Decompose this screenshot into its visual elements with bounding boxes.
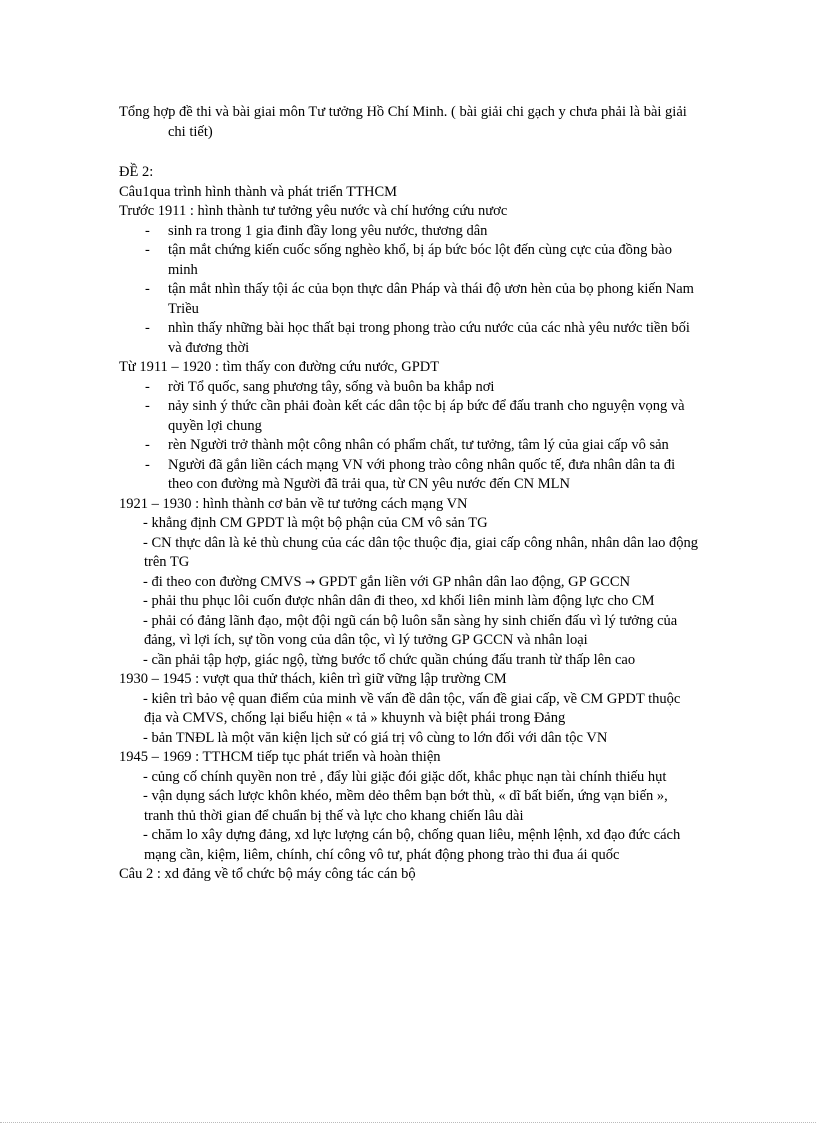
section-5-list [119, 768, 699, 866]
arrow-right-icon: → [305, 574, 316, 589]
list-item: - Người đã gắn liền cách mạng VN với phong trào công nhân quốc tế, đưa nhân dân ta đi theo con đường mà Người đã trải qua, từ CN yêu nước đến CN MLN [145, 456, 676, 492]
list-item: - vận dụng sách lược khôn khéo, mềm dẻo thêm bạn bớt thù, « dĩ bất biến, ứng vạn biến », tranh thủ thời gian để chuẩn bị thế và lực cho khang chiến lâu dài [143, 788, 668, 824]
list-item: - nảy sinh ý thức cần phải đoàn kết các dân tộc bị áp bức để đấu tranh cho nguyện vọng và quyền lợi chung [145, 398, 685, 434]
list-item: - cần phải tập hợp, giác ngộ, từng bước tổ chức quần chúng đấu tranh từ thấp lên cao [143, 651, 636, 668]
section-4-list [119, 690, 699, 749]
list-item: - đi theo con đường CMVS → GPDT gắn liền với GP nhân dân lao động, GP GCCN [143, 573, 631, 590]
intro-paragraph: Tổng hợp đề thi và bài giai môn Tư tưởng Hồ Chí Minh. ( bài giải chi gạch y chưa phải là bài giải chi tiết) [119, 104, 687, 140]
section-heading-before-1911: Trước 1911 : hình thành tư tưởng yêu nước và chí hướng cứu nươc [119, 203, 508, 219]
question-2-title: Câu 2 : xd đảng về tổ chức bộ máy công tác cán bộ [119, 866, 416, 882]
section-1-list [119, 222, 699, 359]
list-item: - sinh ra trong 1 gia đinh đầy long yêu nước, thương dân [145, 222, 488, 239]
section-heading-1945-1969: 1945 – 1969 : TTHCM tiếp tục phát triển và hoàn thiện [119, 749, 441, 765]
list-item: - rèn Người trở thành một công nhân có phẩm chất, tư tưởng, tâm lý của giai cấp vô sản [145, 437, 669, 453]
exam-heading: ĐỀ 2: [119, 164, 154, 180]
list-item: - bản TNĐL là một văn kiện lịch sử có giá trị vô cùng to lớn đối với dân tộc VN [143, 729, 608, 746]
section-3-list [119, 514, 699, 670]
list-item: - chăm lo xây dựng đảng, xd lực lượng cán bộ, chống quan liêu, mệnh lệnh, xd đạo đức cách mạng cần, kiệm, liêm, chính, chí công vô tư, phát động phong trào thi đua ái quốc [143, 827, 681, 863]
list-item: - CN thực dân là kẻ thù chung của các dân tộc thuộc địa, giai cấp công nhân, nhân dân lao động trên TG [143, 534, 699, 570]
blank-line [119, 142, 699, 163]
section-2-list [119, 378, 699, 495]
list-item: - phải có đảng lãnh đạo, một đội ngũ cán bộ luôn sẵn sàng hy sinh chiến đấu vì lý tưởng của đảng, vì lợi ích, sự tồn vong của dân tộc, vì lý tưởng GP GCCN và nhân loại [143, 612, 678, 648]
list-item: - phải thu phục lôi cuốn được nhân dân đi theo, xd khối liên minh làm động lực cho CM [143, 593, 655, 609]
list-item: - kiên trì bảo vệ quan điểm của minh về vấn đề dân tộc, vấn đề giai cấp, về CM GPDT thuộc địa và CMVS, chống lại biểu hiện « tả » khuynh và biệt phái trong Đảng [143, 690, 681, 726]
section-heading-1921-1930: 1921 – 1930 : hình thành cơ bản về tư tưởng cách mạng VN [119, 495, 468, 512]
list-item: - nhìn thấy những bài học thất bại trong phong trào cứu nước của các nhà yêu nước tiền bối và đương thời [145, 320, 690, 356]
question-1-title: Câu1qua trình hình thành và phát triển TTHCM [119, 183, 398, 200]
document-body [119, 103, 699, 885]
list-item: - tận mắt chứng kiến cuốc sống nghèo khổ, bị áp bức bóc lột đến cùng cực của đồng bào minh [145, 242, 672, 278]
list-item: - củng cố chính quyền non trẻ , đẩy lùi giặc đói giặc dốt, khắc phục nạn tài chính thiếu hụt [143, 768, 667, 785]
section-heading-1930-1945: 1930 – 1945 : vượt qua thử thách, kiên trì giữ vững lập trường CM [119, 671, 507, 687]
section-heading-1911-1920: Từ 1911 – 1920 : tìm thấy con đường cứu nước, GPDT [119, 359, 440, 375]
list-item: - rời Tổ quốc, sang phương tây, sống và buôn ba khắp nơi [145, 378, 495, 395]
list-item: - tận mắt nhìn thấy tội ác của bọn thực dân Pháp và thái độ ươn hèn của bọ phong kiến Nam Triều [145, 281, 694, 317]
list-item: - khẳng định CM GPDT là một bộ phận của CM vô sản TG [143, 515, 488, 531]
